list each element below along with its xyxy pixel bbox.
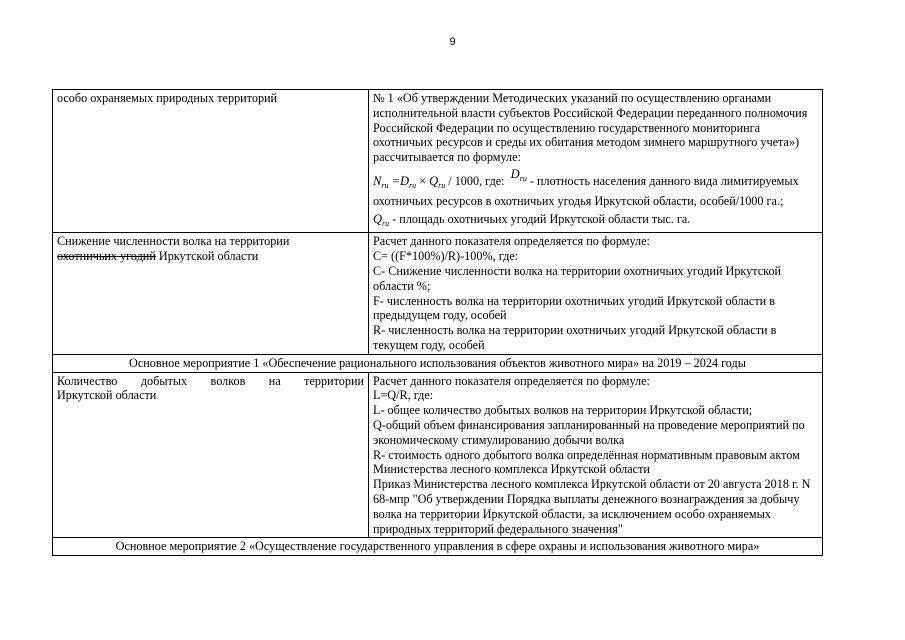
formula-d-symbol-sub: ru — [519, 173, 527, 183]
calculation-cell — [369, 90, 823, 233]
calculation-text: № 1 «Об утверждении Методических указаний по осуществлению органами исполнительной власти субъектов Российской Федерации переданного полномочия Российской Федерации по осуществлению государственного мониторинга охотничьих ресурсов и среды их обитания методом зимнего маршрутного учета») рассчитывается по формуле: — [373, 91, 808, 165]
formula-tail: / 1000, где: — [448, 173, 505, 188]
formula-d-description: - плотность населения данного вида лимитируемых охотничьих ресурсов в охотничьих угодья Иркутской области, особей/1000 га.; — [373, 173, 799, 208]
formula-q-sub: ru — [438, 180, 446, 190]
calculation-cell — [369, 372, 823, 538]
calculation-line: R- стоимость одного добытого волка определённая нормативным правовым актом Министерства лесного комплекса Иркутской области — [373, 447, 800, 477]
calculation-line: R- численность волка на территории охотничьих угодий Иркутской области в текущем году, особей — [373, 323, 777, 352]
calculation-formula: L=Q/R, где: — [373, 388, 434, 403]
calculation-line: L- общее количество добытых волков на территории Иркутской области; — [373, 403, 753, 418]
formula-q-symbol-sub: ru — [382, 218, 390, 228]
formula-times: × — [419, 173, 427, 188]
formula-q-line — [373, 212, 818, 232]
indicator-table — [52, 89, 823, 556]
calculation-cell — [369, 233, 823, 354]
table-row — [53, 233, 823, 354]
section-heading: Основное мероприятие 2 «Осуществление государственного управления в сфере охраны и использования животного мира» — [53, 538, 823, 556]
calculation-line: С- Снижение численности волка на территории охотничьих угодий Иркутской области %; — [373, 263, 782, 293]
indicator-name-line: Иркутской области — [57, 388, 157, 403]
calculation-line: F- численность волка на территории охотничьих угодий Иркутской области в предыдущем году, особей — [373, 293, 775, 323]
formula-q: Q — [429, 173, 439, 188]
struck-text: охотничьих угодий — [57, 249, 156, 264]
indicator-name-cell — [53, 90, 369, 233]
formula — [373, 166, 818, 231]
formula-d-symbol: D — [510, 166, 520, 181]
section-row — [53, 354, 823, 372]
formula-n: N — [373, 173, 382, 188]
section-row — [53, 538, 823, 556]
table-row — [53, 372, 823, 538]
indicator-name-line: Количество добытых волков на территории — [57, 373, 364, 388]
order-reference: Приказ Министерства лесного комплекса Иркутской области от 20 августа 2018 г. N 68-мпр "Об утверждении Порядка выплаты денежного вознаграждения за добычу волка на территории Иркутской области, за исключением особо охраняемых природных территорий федерального значения" — [373, 477, 811, 536]
table-row — [53, 90, 823, 233]
formula-q-description: - площадь охотничьих угодий Иркутской области тыс. га. — [392, 211, 691, 226]
page-number: 9 — [449, 36, 456, 48]
indicator-name: особо охраняемых природных территорий — [57, 91, 278, 105]
indicator-name-rest: Иркутской области — [155, 249, 259, 264]
formula-n-sub: ru — [381, 180, 389, 190]
calculation-formula: С= ((F*100%)/R)-100%, где: — [373, 249, 519, 264]
formula-d-sub: ru — [408, 180, 417, 190]
indicator-name-cell — [53, 372, 369, 538]
section-heading: Основное мероприятие 1 «Обеспечение рационального использования объектов животного мира» на 2019 – 2024 годы — [53, 354, 823, 372]
calculation-line: Расчет данного показателя определяется по формуле: — [373, 234, 650, 249]
indicator-name-cell — [53, 233, 369, 354]
formula-q-symbol: Q — [373, 211, 383, 226]
formula-d: D — [399, 173, 409, 188]
formula-line: $N_{ru} =D_{ru} \times Q_{ru} / 1000$, где: $D_{ru}$ - плотность населения данного вида лимитируемых охотничьих ресурсов в охотничьих угодья Иркутской области, особей/1000 га.; — [373, 166, 799, 208]
calculation-line: Расчет данного показателя определяется по формуле: — [373, 373, 650, 388]
indicator-name-line: Снижение численности волка на территории — [57, 234, 290, 249]
calculation-line: Q-общий объем финансирования запланированный на проведение мероприятий по экономическому стимулированию добычи волка — [373, 417, 805, 447]
